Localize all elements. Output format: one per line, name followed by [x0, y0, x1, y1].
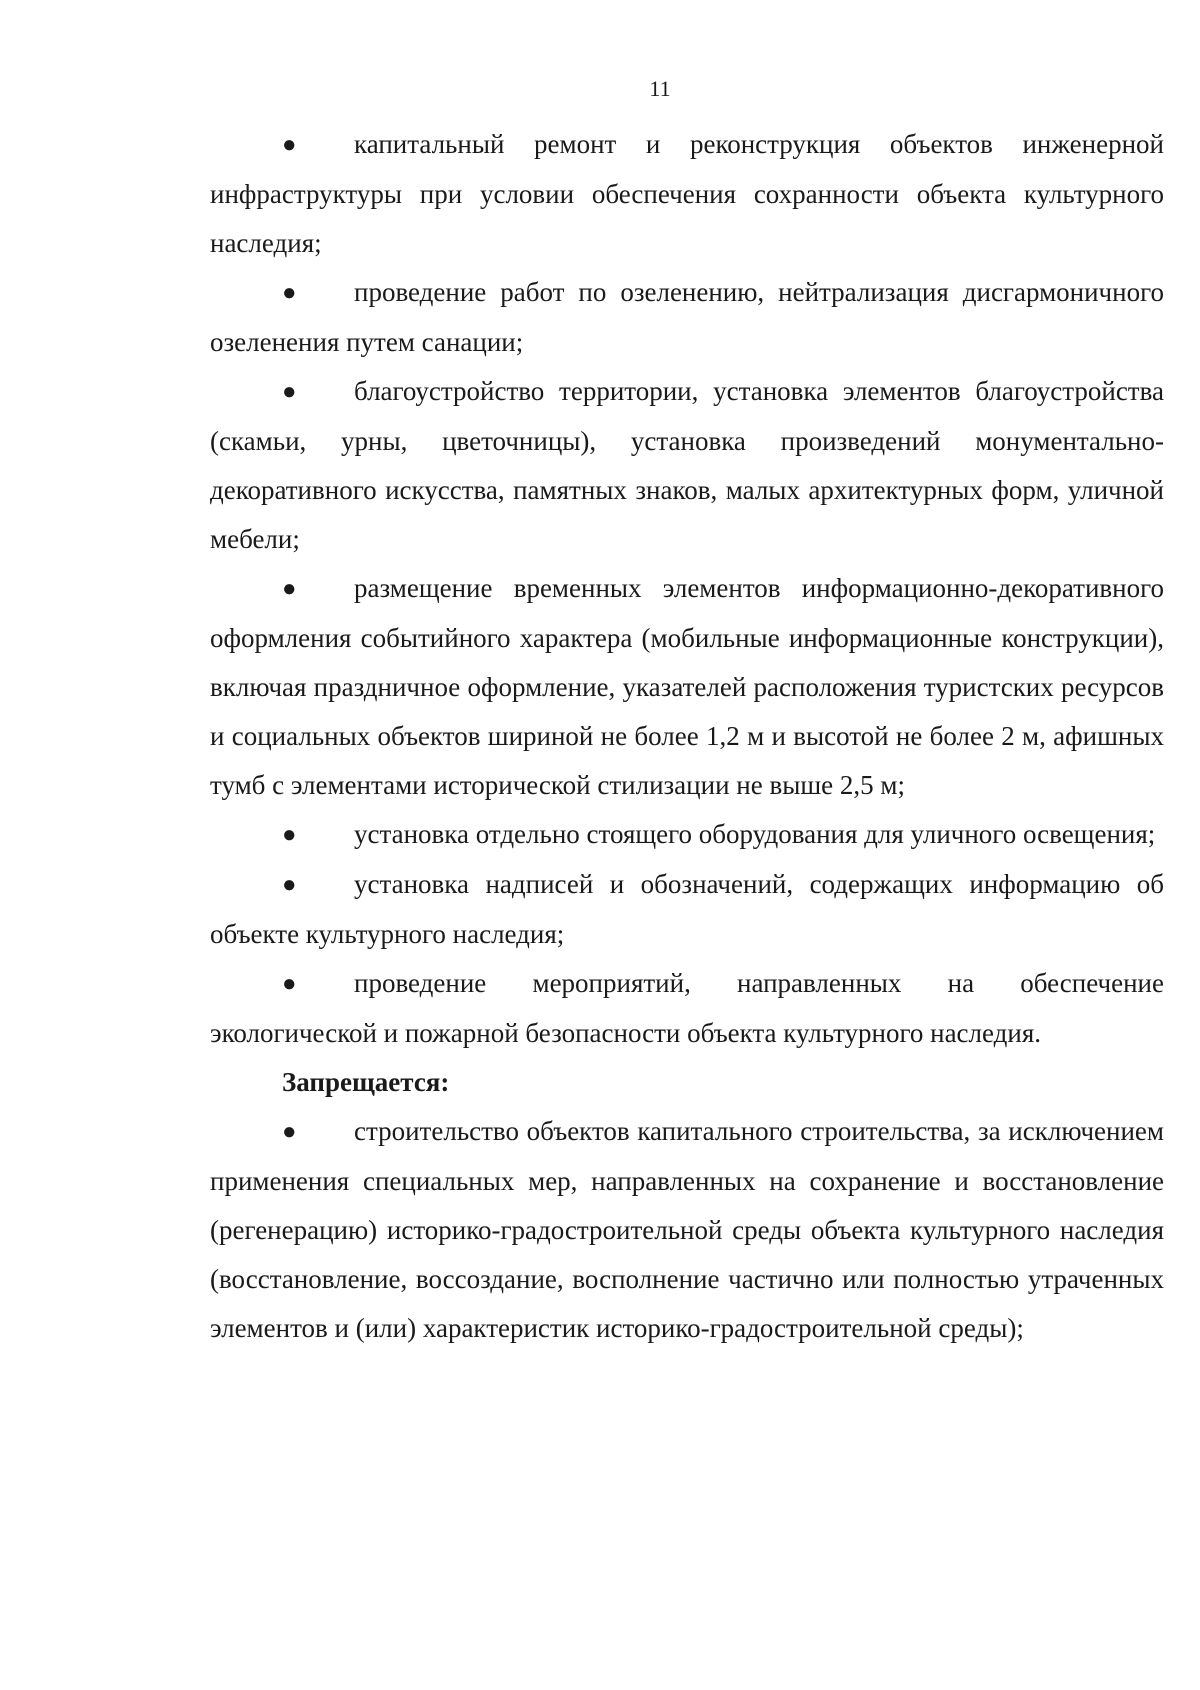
list-item: [210, 564, 1164, 810]
list-item: [210, 120, 1164, 268]
bullet-icon: ●: [282, 576, 297, 602]
page-number: 11: [649, 76, 671, 101]
bullet-icon: ●: [282, 280, 297, 306]
list-item-text: проведение мероприятий, направленных на обеспечение экологической и пожарной безопасности объекта культурного наследия.: [210, 968, 1164, 1048]
bullet-icon: ●: [282, 1119, 297, 1145]
bullet-icon: ●: [282, 872, 297, 898]
list-item-text: капитальный ремонт и реконструкция объектов инженерной инфраструктуры при условии обеспечения сохранности объекта культурного наследия;: [210, 129, 1164, 258]
section-heading-prohibited: Запрещается:: [282, 1067, 450, 1097]
document-body: [210, 120, 1164, 1353]
list-item-text: установка отдельно стоящего оборудования для уличного освещения;: [354, 819, 1156, 849]
list-item: [210, 268, 1164, 367]
list-item: [210, 959, 1164, 1058]
bullet-icon: ●: [282, 132, 297, 158]
list-item: [210, 810, 1164, 860]
list-item: [210, 367, 1164, 564]
list-item-text: установка надписей и обозначений, содержащих информацию об объекте культурного наследия;: [210, 869, 1164, 949]
bullet-icon: ●: [282, 379, 297, 405]
bullet-icon: ●: [282, 822, 297, 848]
list-item-text: благоустройство территории, установка элементов благоустройства (скамьи, урны, цветочницы), установка произведений монументально-декоративного искусства, памятных знаков, малых архитектурных форм, уличной мебели;: [210, 376, 1164, 554]
bullet-icon: ●: [282, 971, 297, 997]
list-item-text: размещение временных элементов информационно-декоративного оформления событийного характера (мобильные информационные конструкции), включая праздничное оформление, указателей расположения туристских ресурсов и социальных объектов шириной не более 1,2 м и высотой не более 2 м, афишных тумб с элементами исторической стилизации не выше 2,5 м;: [210, 573, 1164, 800]
list-item-text: строительство объектов капитального строительства, за исключением применения специальных мер, направленных на сохранение и восстановление (регенерацию) историко-градостроительной среды объекта культурного наследия (восстановление, воссоздание, восполнение частично или полностью утраченных элементов и (или) характеристик историко-градостроительной среды);: [210, 1116, 1164, 1343]
list-item: [210, 1107, 1164, 1353]
list-item-text: проведение работ по озеленению, нейтрализация дисгармоничного озеленения путем санации;: [210, 277, 1164, 357]
list-item: [210, 860, 1164, 959]
